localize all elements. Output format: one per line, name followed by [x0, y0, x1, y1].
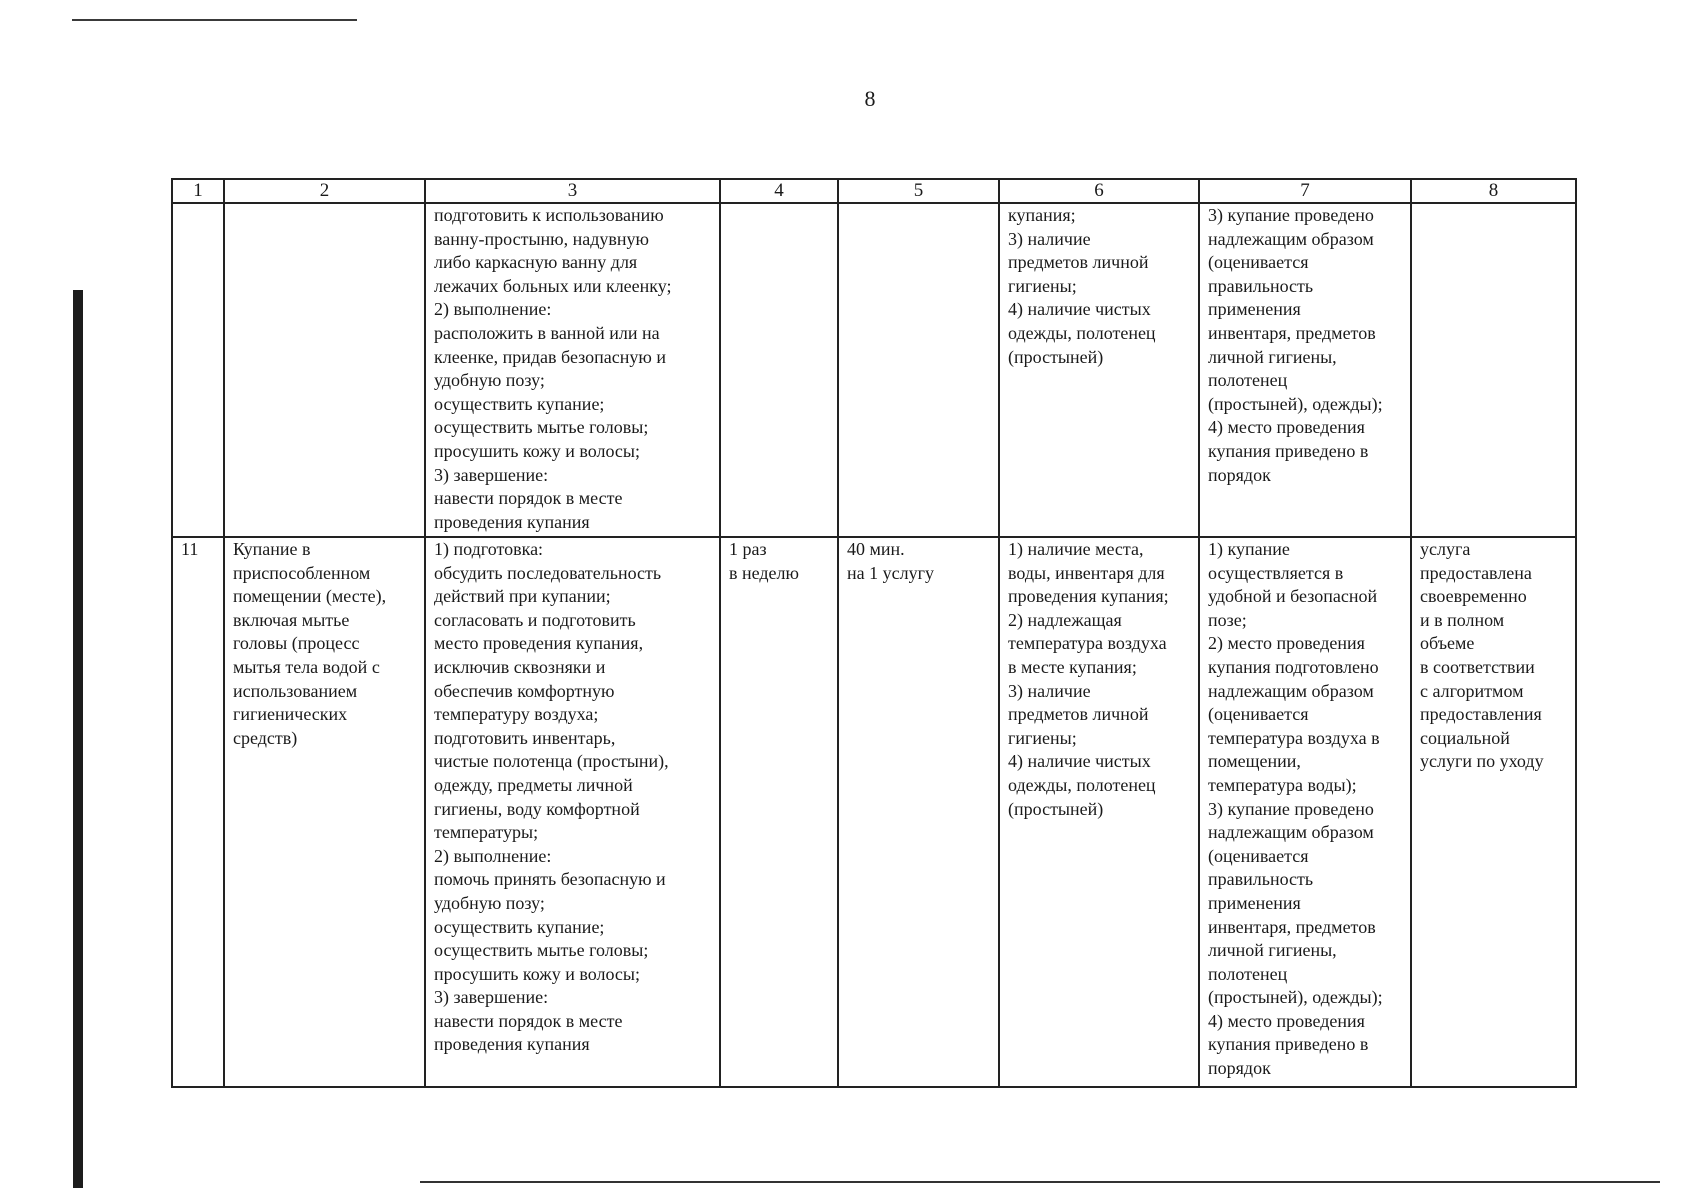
cell-text-line: просушить кожу и волосы;	[434, 440, 641, 461]
duration-cell	[838, 537, 999, 1087]
cell-text-line: надлежащим образом	[1208, 822, 1374, 843]
cell-text-line: 4) наличие чистых	[1008, 299, 1151, 320]
cell-text-line: (простыней), одежды);	[1208, 987, 1383, 1008]
cell-text-line: температура воздуха в	[1208, 727, 1380, 748]
cell-text-line: 3) купание проведено	[1208, 205, 1374, 225]
cell-text-line: помещении,	[1208, 751, 1301, 772]
frequency-cell	[720, 203, 838, 537]
cell-text-line: использованием	[233, 680, 358, 701]
header-cell: 8	[1411, 179, 1576, 203]
cell-text-line: купания;	[1008, 205, 1076, 225]
cell-text-line: позе;	[1208, 609, 1247, 630]
cell-text-line: 2) выполнение:	[434, 299, 552, 320]
cell-text-line: предоставления	[1420, 704, 1542, 725]
cell-text-line: социальной	[1420, 727, 1510, 748]
cell-text-line: 3) купание проведено	[1208, 798, 1374, 819]
cell-text-line: 3) завершение:	[434, 987, 549, 1008]
cell-text-line: удобную позу;	[434, 892, 545, 913]
table-header-row	[172, 179, 1576, 203]
cell-text-line: обсудить последовательность	[434, 562, 662, 583]
cell-text-line: температуру воздуха;	[434, 704, 599, 725]
cell-text-line: температуры;	[434, 822, 539, 843]
cell-text-line: (простыней)	[1008, 798, 1104, 819]
cell-text-line: навести порядок в месте	[434, 488, 623, 509]
cell-text-line: предметов личной	[1008, 252, 1149, 273]
cell-text-line: (оценивается	[1208, 704, 1309, 725]
cell-text-line: гигиены, воду комфортной	[434, 798, 640, 819]
service-name-cell	[224, 537, 425, 1087]
cell-text-line: удобной и безопасной	[1208, 586, 1378, 607]
cell-text-line: 2) надлежащая	[1008, 609, 1122, 630]
cell-text-line: своевременно	[1420, 586, 1527, 607]
cell-text-line: расположить в ванной или на	[434, 322, 660, 343]
frequency-cell	[720, 537, 838, 1087]
cell-text-line: порядок	[1208, 1058, 1271, 1079]
cell-text-line: головы (процесс	[233, 633, 360, 654]
top-rule	[72, 19, 357, 21]
cell-text-line: личной гигиены,	[1208, 346, 1337, 367]
cell-text-line: 4) наличие чистых	[1008, 751, 1151, 772]
procedure-steps-cell	[425, 537, 720, 1087]
cell-text-line: 3) завершение:	[434, 464, 549, 485]
row-number-cell: 11	[172, 537, 224, 1087]
duration-cell	[838, 203, 999, 537]
cell-text-line: 2) выполнение:	[434, 845, 552, 866]
cell-text-line: объеме	[1420, 633, 1475, 654]
cell-text-line: осуществляется в	[1208, 562, 1344, 583]
cell-text-line: инвентаря, предметов	[1208, 322, 1376, 343]
cell-text-line: купания приведено в	[1208, 1034, 1369, 1055]
cell-text-line: место проведения купания,	[434, 633, 644, 654]
quality-criteria-cell	[1199, 537, 1411, 1087]
cell-text-line: мытья тела водой с	[233, 656, 380, 677]
table-row	[172, 203, 1576, 537]
cell-text-line: 4) место проведения	[1208, 417, 1365, 438]
cell-text-line: (простыней), одежды);	[1208, 393, 1383, 414]
cell-text-line: исключив сквозняки и	[434, 656, 606, 677]
scan-edge-shadow	[73, 290, 83, 1188]
cell-text-line: (оценивается	[1208, 845, 1309, 866]
table-row	[172, 537, 1576, 1087]
conditions-cell	[999, 203, 1199, 537]
conditions-cell	[999, 537, 1199, 1087]
cell-text-line: ванну-простыню, надувную	[434, 228, 649, 249]
procedure-steps-cell	[425, 203, 720, 537]
cell-text-line: (простыней)	[1008, 346, 1104, 367]
cell-text-line: надлежащим образом	[1208, 228, 1374, 249]
cell-text-line: 4) место проведения	[1208, 1010, 1365, 1031]
header-cell: 3	[425, 179, 720, 203]
cell-text-line: проведения купания	[434, 1034, 590, 1055]
cell-text-line: осуществить купание;	[434, 393, 605, 414]
cell-text-line: проведения купания	[434, 511, 590, 532]
header-cell: 5	[838, 179, 999, 203]
header-cell: 6	[999, 179, 1199, 203]
header-cell: 4	[720, 179, 838, 203]
cell-text-line: личной гигиены,	[1208, 940, 1337, 961]
result-cell	[1411, 537, 1576, 1087]
cell-text-line: температура воздуха	[1008, 633, 1167, 654]
cell-text-line: клеенке, придав безопасную и	[434, 346, 666, 367]
cell-text-line: на 1 услугу	[847, 562, 934, 583]
cell-text-line: предоставлена	[1420, 562, 1532, 583]
cell-text-line: 1) наличие места,	[1008, 539, 1144, 559]
service-standards-table	[171, 178, 1577, 1088]
cell-text-line: Купание в	[233, 539, 311, 559]
cell-text-line: навести порядок в месте	[434, 1010, 623, 1031]
cell-text-line: 40 мин.	[847, 539, 905, 559]
cell-text-line: купания подготовлено	[1208, 656, 1379, 677]
cell-text-line: обеспечив комфортную	[434, 680, 615, 701]
cell-text-line: осуществить мытье головы;	[434, 417, 649, 438]
cell-text-line: предметов личной	[1008, 704, 1149, 725]
cell-text-line: лежачих больных или клеенку;	[434, 275, 672, 296]
cell-text-line: осуществить купание;	[434, 916, 605, 937]
header-cell: 7	[1199, 179, 1411, 203]
cell-text-line: надлежащим образом	[1208, 680, 1374, 701]
cell-text-line: помещении (месте),	[233, 586, 387, 607]
cell-text-line: 1) подготовка:	[434, 539, 544, 559]
cell-text-line: средств)	[233, 727, 298, 748]
result-cell	[1411, 203, 1576, 537]
cell-text-line: подготовить инвентарь,	[434, 727, 616, 748]
cell-text-line: 3) наличие	[1008, 228, 1091, 249]
cell-text-line: применения	[1208, 299, 1301, 320]
cell-text-line: купания приведено в	[1208, 440, 1369, 461]
cell-text-line: и в полном	[1420, 609, 1505, 630]
header-cell: 1	[172, 179, 224, 203]
cell-text-line: применения	[1208, 892, 1301, 913]
quality-criteria-cell	[1199, 203, 1411, 537]
cell-text-line: гигиены;	[1008, 727, 1077, 748]
cell-text-line: удобную позу;	[434, 370, 545, 391]
page-number: 8	[864, 86, 876, 111]
cell-text-line: одежды, полотенец	[1008, 774, 1156, 795]
bottom-rule	[420, 1181, 1660, 1183]
cell-text-line: одежду, предметы личной	[434, 774, 633, 795]
cell-text-line: воды, инвентаря для	[1008, 562, 1165, 583]
cell-text-line: 1 раз	[729, 539, 767, 559]
cell-text-line: 3) наличие	[1008, 680, 1091, 701]
cell-text-line: гигиенических	[233, 704, 348, 725]
header-cell: 2	[224, 179, 425, 203]
cell-text-line: осуществить мытье головы;	[434, 940, 649, 961]
cell-text-line: одежды, полотенец	[1008, 322, 1156, 343]
cell-text-line: в соответствии	[1420, 656, 1535, 677]
cell-text-line: с алгоритмом	[1420, 680, 1524, 701]
cell-text-line: либо каркасную ванну для	[434, 252, 638, 273]
cell-text-line: порядок	[1208, 464, 1271, 485]
cell-text-line: согласовать и подготовить	[434, 609, 636, 630]
cell-text-line: 1) купание	[1208, 539, 1290, 559]
row-number-cell	[172, 203, 224, 537]
cell-text-line: полотенец	[1208, 370, 1288, 391]
cell-text-line: приспособленном	[233, 562, 371, 583]
cell-text-line: температура воды);	[1208, 774, 1357, 795]
cell-text-line: 2) место проведения	[1208, 633, 1365, 654]
cell-text-line: (оценивается	[1208, 252, 1309, 273]
cell-text-line: гигиены;	[1008, 275, 1077, 296]
cell-text-line: помочь принять безопасную и	[434, 869, 666, 890]
cell-text-line: правильность	[1208, 275, 1314, 296]
cell-text-line: полотенец	[1208, 963, 1288, 984]
cell-text-line: проведения купания;	[1008, 586, 1169, 607]
cell-text-line: правильность	[1208, 869, 1314, 890]
cell-text-line: действий при купании;	[434, 586, 611, 607]
cell-text-line: включая мытье	[233, 609, 350, 630]
cell-text-line: просушить кожу и волосы;	[434, 963, 641, 984]
cell-text-line: в неделю	[729, 562, 799, 583]
cell-text-line: подготовить к использованию	[434, 205, 664, 225]
cell-text-line: инвентаря, предметов	[1208, 916, 1376, 937]
cell-text-line: в месте купания;	[1008, 656, 1137, 677]
service-name-cell	[224, 203, 425, 537]
cell-text-line: услуги по уходу	[1420, 751, 1544, 772]
cell-text-line: услуга	[1420, 539, 1471, 559]
cell-text-line: чистые полотенца (простыни),	[434, 751, 669, 772]
